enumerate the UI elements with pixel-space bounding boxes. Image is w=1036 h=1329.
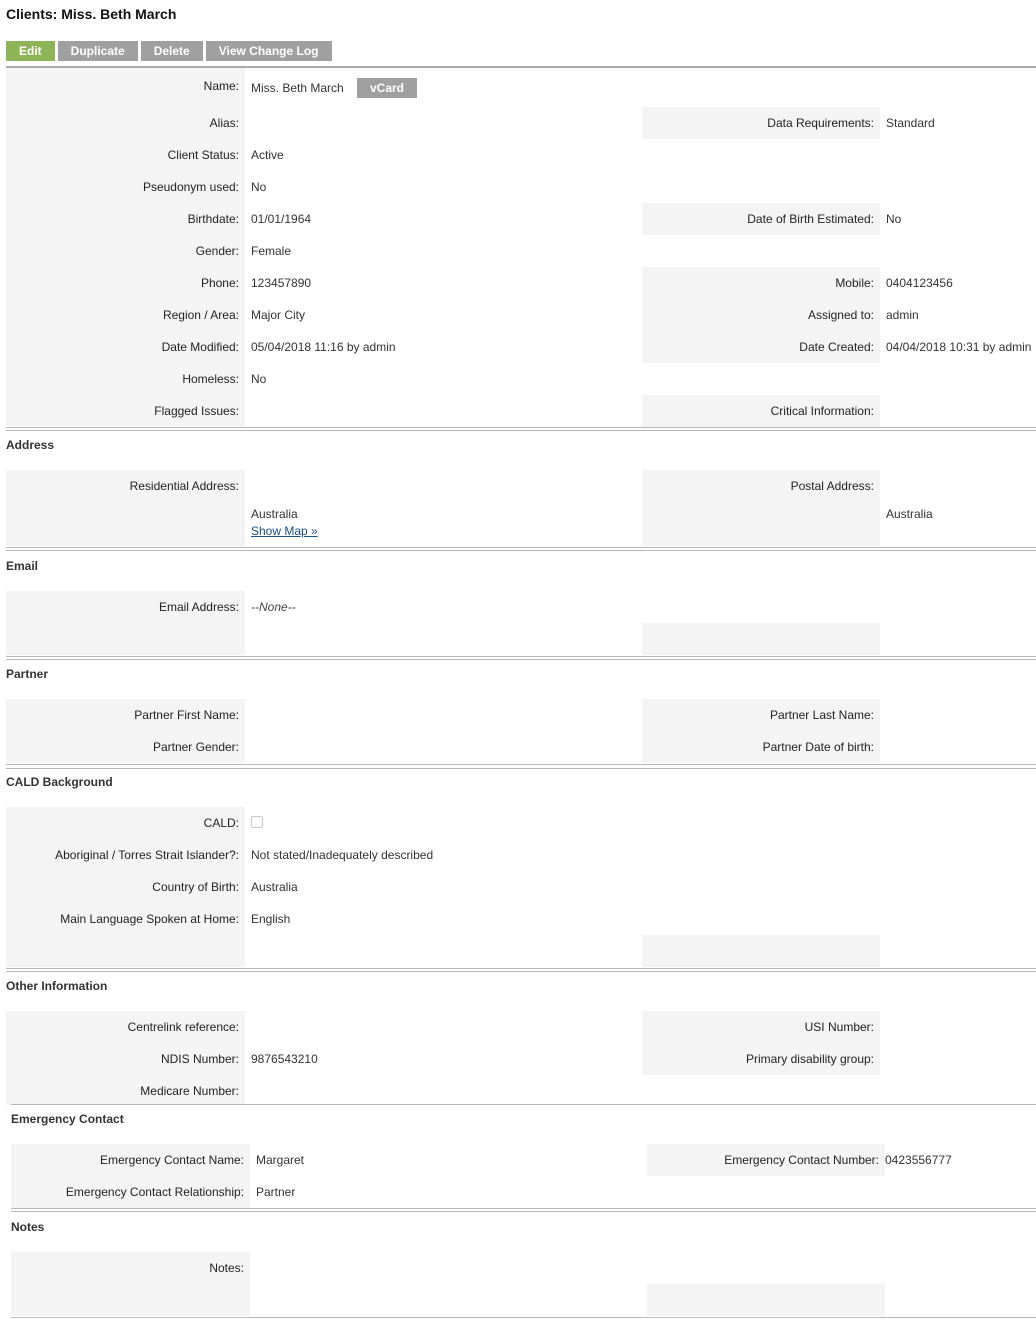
centrelink-label: Centrelink reference:	[127, 1020, 239, 1034]
dob-estimated-value: No	[886, 212, 902, 226]
atsi-value: Not stated/Inadequately described	[251, 848, 434, 862]
partner-dob-label: Partner Date of birth:	[762, 740, 874, 754]
edit-button[interactable]: Edit	[6, 41, 55, 61]
postal-country: Australia	[886, 507, 933, 521]
vcard-button[interactable]: vCard	[357, 78, 417, 98]
residential-country: Australia	[251, 507, 298, 521]
date-modified-value: 05/04/2018 11:16 by admin	[251, 340, 396, 354]
emergency-contact-number-label: Emergency Contact Number:	[724, 1153, 879, 1167]
other-information-section-title: Other Information	[6, 979, 108, 993]
emergency-contact-section	[11, 1104, 1036, 1210]
main-language-label: Main Language Spoken at Home:	[60, 912, 239, 926]
client-status-label: Client Status:	[167, 148, 239, 162]
notes-label: Notes:	[209, 1261, 244, 1275]
emergency-contact-section-title: Emergency Contact	[11, 1112, 124, 1126]
homeless-label: Homeless:	[182, 372, 239, 386]
birthdate-value: 01/01/1964	[251, 212, 312, 226]
region-label: Region / Area:	[162, 308, 239, 322]
name-value: Miss. Beth March	[251, 81, 344, 95]
pseudonym-label: Pseudonym used:	[142, 180, 239, 194]
emergency-contact-relationship-value: Partner	[256, 1185, 296, 1199]
email-address-value: --None--	[251, 600, 296, 614]
gender-label: Gender:	[195, 244, 239, 258]
flagged-issues-label: Flagged Issues:	[154, 404, 239, 418]
date-modified-label: Date Modified:	[161, 340, 239, 354]
other-information-section	[6, 971, 1036, 1105]
partner-last-name-label: Partner Last Name:	[769, 708, 874, 722]
homeless-value: No	[251, 372, 267, 386]
date-created-label: Date Created:	[799, 340, 874, 354]
delete-button[interactable]: Delete	[141, 41, 203, 61]
atsi-label: Aboriginal / Torres Strait Islander?:	[55, 848, 239, 862]
region-value: Major City	[251, 308, 306, 322]
date-created-value: 04/04/2018 10:31 by admin	[886, 340, 1032, 354]
mobile-label: Mobile:	[835, 276, 874, 290]
notes-section-title: Notes	[11, 1220, 45, 1234]
assigned-to-value: admin	[886, 308, 919, 322]
phone-label: Phone:	[200, 276, 239, 290]
view-change-log-button[interactable]: View Change Log	[206, 41, 332, 61]
phone-value: 123457890	[251, 276, 312, 290]
country-of-birth-label: Country of Birth:	[152, 880, 239, 894]
page-title: Clients: Miss. Beth March	[6, 6, 177, 22]
country-of-birth-value: Australia	[251, 880, 298, 894]
partner-gender-label: Partner Gender:	[152, 740, 239, 754]
partner-first-name-label: Partner First Name:	[134, 708, 239, 722]
address-section	[6, 427, 1036, 549]
ndis-number-value: 9876543210	[251, 1052, 318, 1066]
postal-address-label: Postal Address:	[790, 479, 874, 493]
mobile-value: 0404123456	[886, 276, 953, 290]
show-map-link[interactable]: Show Map »	[251, 524, 318, 538]
birthdate-label: Birthdate:	[187, 212, 239, 226]
emergency-contact-name-label: Emergency Contact Name:	[99, 1153, 244, 1167]
partner-section-title: Partner	[6, 667, 49, 681]
email-section	[6, 550, 1036, 658]
email-section-title: Email	[6, 559, 39, 573]
cald-section-title: CALD Background	[6, 775, 113, 789]
cald-checkbox[interactable]	[251, 816, 263, 828]
emergency-contact-relationship-label: Emergency Contact Relationship:	[65, 1185, 244, 1199]
client-details-section	[6, 66, 1036, 428]
cald-label: CALD:	[203, 816, 239, 830]
assigned-to-label: Assigned to:	[807, 308, 874, 322]
primary-disability-label: Primary disability group:	[745, 1052, 874, 1066]
usi-number-label: USI Number:	[804, 1020, 874, 1034]
name-label: Name:	[203, 79, 239, 93]
medicare-number-label: Medicare Number:	[140, 1084, 239, 1098]
email-address-label: Email Address:	[158, 600, 239, 614]
toolbar	[6, 41, 335, 61]
data-requirements-value: Standard	[886, 116, 935, 130]
emergency-contact-name-value: Margaret	[256, 1153, 305, 1167]
cald-section	[6, 768, 1036, 970]
dob-estimated-label: Date of Birth Estimated:	[747, 212, 874, 226]
pseudonym-value: No	[251, 180, 267, 194]
emergency-contact-number-value: 0423556777	[885, 1153, 952, 1167]
partner-section	[6, 659, 1036, 767]
residential-address-label: Residential Address:	[129, 479, 239, 493]
ndis-number-label: NDIS Number:	[160, 1052, 239, 1066]
alias-label: Alias:	[209, 116, 239, 130]
address-section-title: Address	[6, 438, 55, 452]
client-status-value: Active	[251, 148, 284, 162]
data-requirements-label: Data Requirements:	[767, 116, 874, 130]
main-language-value: English	[251, 912, 291, 926]
gender-value: Female	[251, 244, 292, 258]
duplicate-button[interactable]: Duplicate	[58, 41, 138, 61]
critical-information-label: Critical Information:	[770, 404, 874, 418]
notes-section	[11, 1211, 1036, 1319]
